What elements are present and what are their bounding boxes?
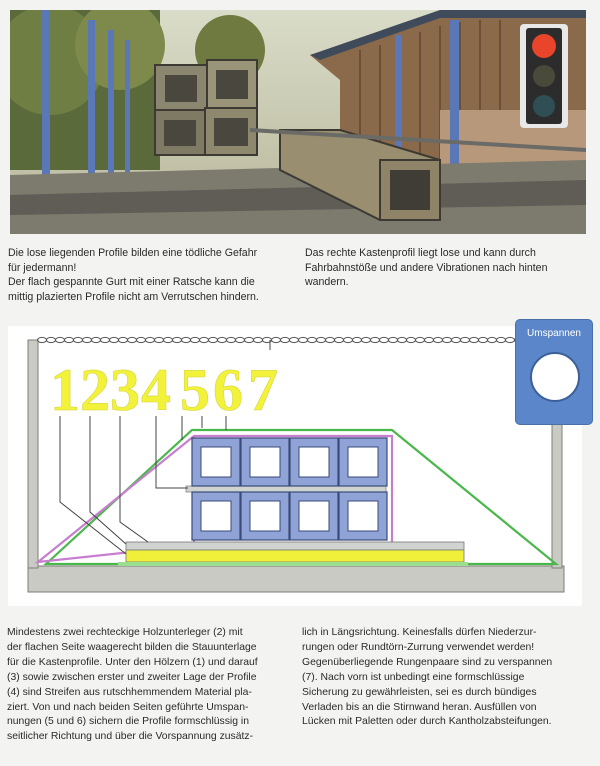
caption-line: Fahrbahnstöße und andere Vibrationen nach hinten [305, 261, 548, 274]
umspannen-sign [516, 320, 592, 424]
chain-link [317, 337, 326, 342]
chain-link [173, 337, 182, 342]
chain-link [164, 337, 173, 342]
chain-link [128, 337, 137, 342]
chain-link [497, 337, 506, 342]
callout-number-5: 5 [180, 357, 210, 423]
callout-number-4: 4 [141, 357, 171, 423]
sign-label: Umspannen [527, 328, 581, 339]
chain-link [245, 337, 254, 342]
chain-link [488, 337, 497, 342]
chain-link [209, 337, 218, 342]
load-securing-diagram [8, 326, 582, 606]
body-line: lich in Längsrichtung. Keinesfalls dürfen Niederzur- [302, 627, 537, 638]
chain-link [119, 337, 128, 342]
box-profile-hollow [250, 501, 280, 531]
chain-link [308, 337, 317, 342]
stake-right [552, 418, 562, 568]
chain-link [353, 337, 362, 342]
body-line: für die Kastenprofile. Unter den Hölzern (1) und darauf [7, 656, 258, 668]
body-line: Verladen bis an die Stirnwand heran. Ausfüllen von [302, 701, 537, 713]
stake-left [28, 340, 38, 568]
body-text-right [302, 626, 582, 730]
box-profile-hollow [348, 501, 378, 531]
caption-line: Der flach gespannte Gurt mit einer Ratsche kann die [8, 276, 255, 289]
body-line: (7). Nach vorn ist unbedingt eine formschlüssige [302, 671, 525, 683]
chain-link [92, 337, 101, 342]
caption-line: wandern. [305, 276, 349, 289]
callout-number-3: 3 [110, 357, 140, 423]
body-line: (3) sowie zwischen erster und zweiter Lage der Profile [7, 671, 257, 683]
truck-bed [28, 566, 564, 592]
chain-link [461, 337, 470, 342]
chain-link [398, 337, 407, 342]
box-profile-hollow [299, 501, 329, 531]
body-line: der flachen Seite waagerecht bilden die Stauunterlage [7, 641, 257, 653]
chain-link [479, 337, 488, 342]
chain-link [299, 337, 308, 342]
body-line: rungen oder Rundtörn-Zurrung verwendet werden! [302, 641, 535, 653]
caption-line: mittig plazierten Profile nicht am Verrutschen hindern. [8, 290, 259, 303]
anti-slip-strip-bottom [118, 562, 468, 566]
anti-slip-strip-middle [186, 486, 386, 492]
body-line: Sicherung zu gewährleisten, sei es durch bündiges [302, 686, 537, 698]
callout-number-6: 6 [213, 357, 243, 423]
chain-link [74, 337, 83, 342]
chain-link [344, 337, 353, 342]
anti-slip-strip-top [126, 542, 464, 550]
photo-loose-profiles [10, 10, 586, 234]
chain-link [182, 337, 191, 342]
chain-link [137, 337, 146, 342]
chain-link [155, 337, 164, 342]
chain-link [146, 337, 155, 342]
chain-link [362, 337, 371, 342]
box-profile-hollow [201, 501, 231, 531]
photo-caption-right [305, 246, 587, 290]
sign-circle-icon [530, 352, 580, 402]
chain-link [380, 337, 389, 342]
body-line: Mindestens zwei rechteckige Holzunterleger (2) mit [7, 627, 243, 638]
chain-link [290, 337, 299, 342]
callout-number-7: 7 [248, 357, 278, 423]
chain-link [110, 337, 119, 342]
body-line: (4) sind Streifen aus rutschhemmendem Material pla- [7, 686, 252, 698]
timber-support [126, 550, 464, 562]
chain-link [254, 337, 263, 342]
body-line: nungen (5 und 6) sichern die Profile formschlüssig in [7, 716, 249, 728]
chain-link [200, 337, 209, 342]
body-line: ziert. Von und nach beiden Seiten geführte Umspan- [7, 701, 249, 713]
caption-line: Das rechte Kastenprofil liegt lose und kann durch [305, 247, 536, 259]
photo-caption-left [8, 246, 293, 304]
chain-link [407, 337, 416, 342]
chain-link [425, 337, 434, 342]
chain-link [281, 337, 290, 342]
chain-link [227, 337, 236, 342]
caption-line: für jedermann! [8, 261, 77, 274]
chain-link [452, 337, 461, 342]
chain-link [389, 337, 398, 342]
chain-link [470, 337, 479, 342]
chain-link [218, 337, 227, 342]
callout-number-1: 1 [50, 357, 80, 423]
chain-link [191, 337, 200, 342]
chain-link [434, 337, 443, 342]
body-line: seitlicher Richtung und über die Vorspannung zusätz- [7, 731, 254, 743]
box-profile-hollow [299, 447, 329, 477]
chain-link [335, 337, 344, 342]
body-line: Lücken mit Paletten oder durch Kantholzabsteifungen. [302, 716, 552, 728]
chain-link [371, 337, 380, 342]
chain-link [236, 337, 245, 342]
chain-link [83, 337, 92, 342]
body-line: Gegenüberliegende Rungenpaare sind zu verspannen [302, 656, 553, 668]
callout-number-2: 2 [80, 357, 110, 423]
chain-link [38, 337, 47, 342]
chain-link [443, 337, 452, 342]
chain-link [272, 337, 281, 342]
chain-link [47, 337, 56, 342]
chain-link [101, 337, 110, 342]
chain-link [416, 337, 425, 342]
chain-link [506, 337, 515, 342]
chain-link [56, 337, 65, 342]
chain-link [326, 337, 335, 342]
box-profile-hollow [348, 447, 378, 477]
box-profile-hollow [201, 447, 231, 477]
body-text-left [7, 626, 289, 745]
box-profile-hollow [250, 447, 280, 477]
caption-line: Die lose liegenden Profile bilden eine tödliche Gefahr [8, 247, 258, 259]
chain-link [65, 337, 74, 342]
